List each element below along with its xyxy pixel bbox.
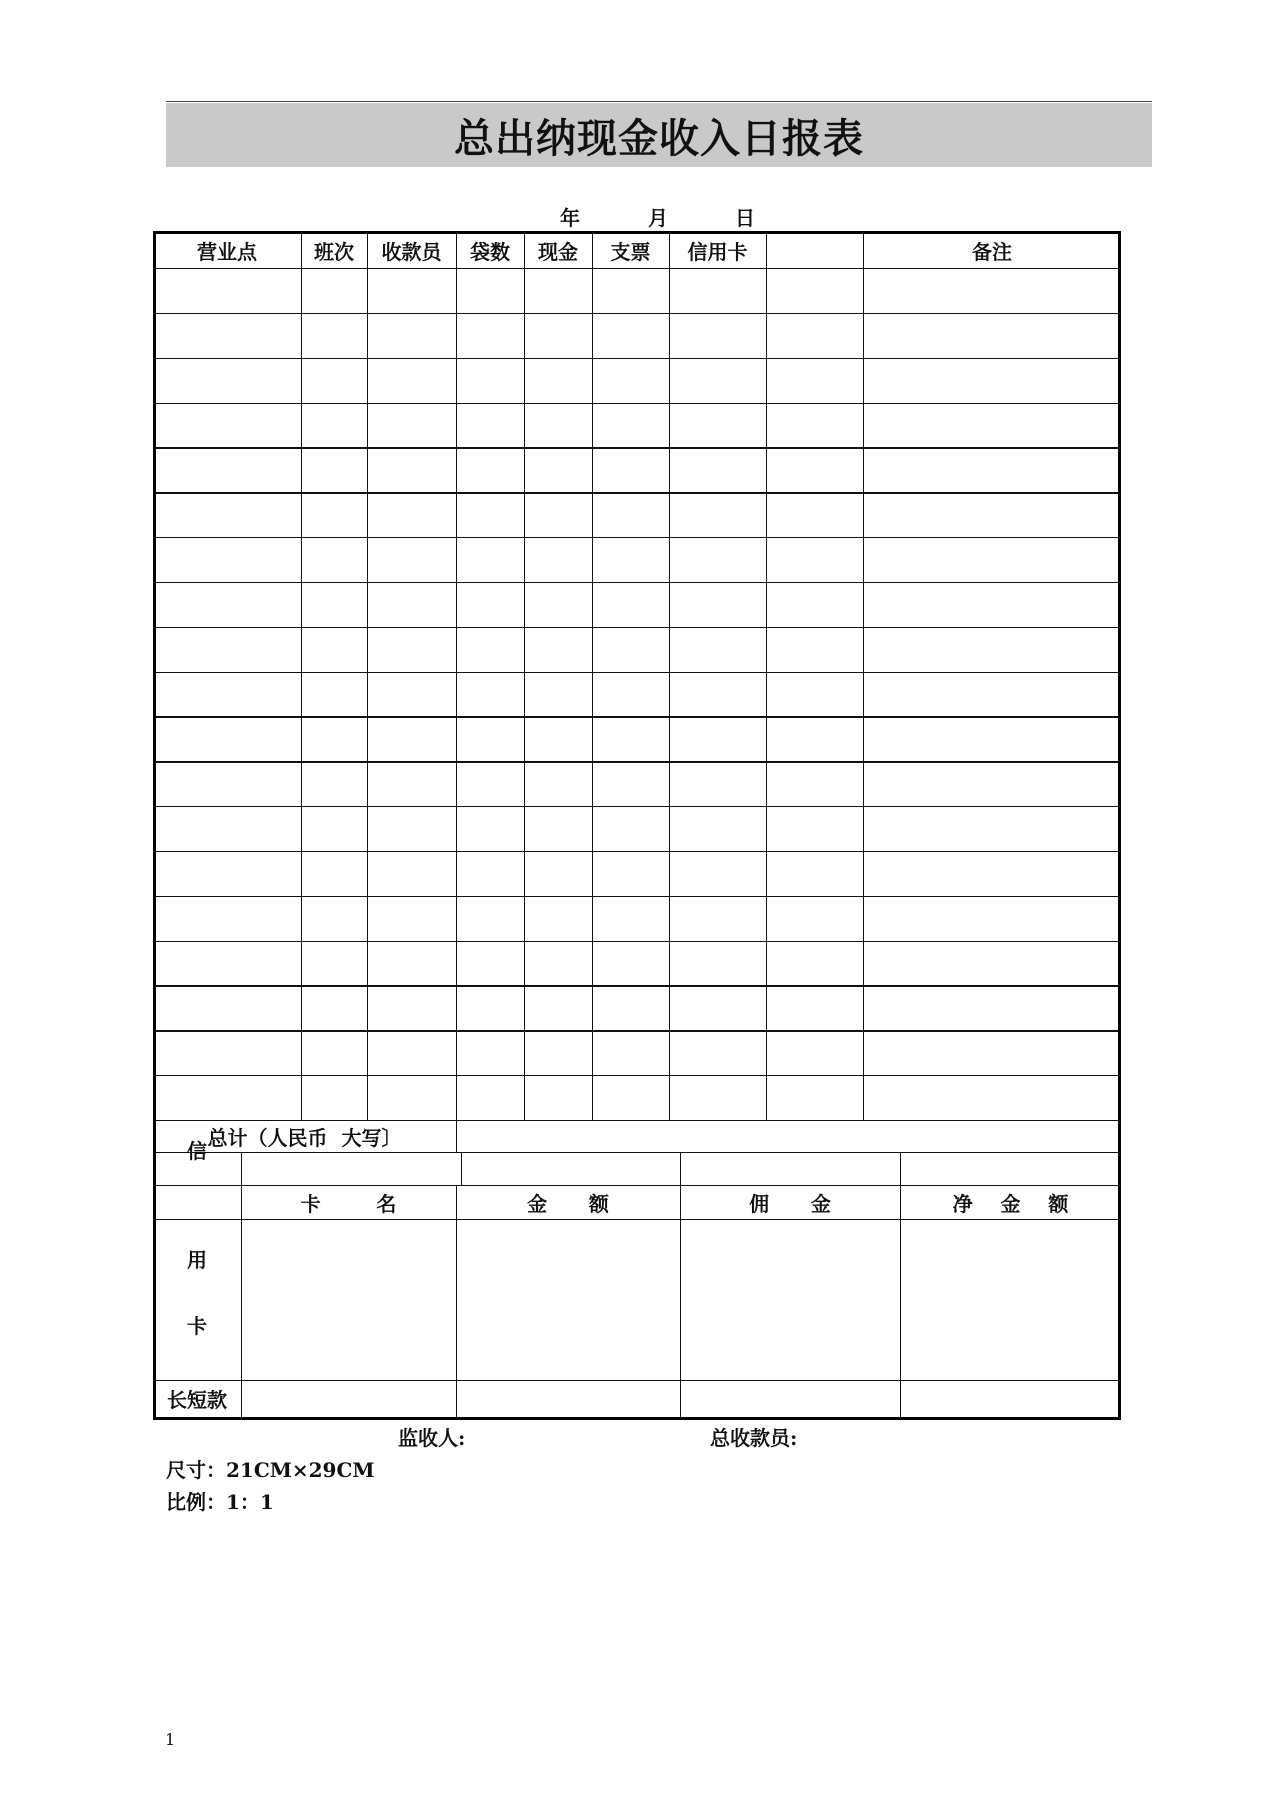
report-table xyxy=(153,231,1121,1420)
table-column-line xyxy=(669,231,670,1120)
table-row-line xyxy=(153,1030,1121,1031)
table-row-line xyxy=(153,313,1121,314)
total-row-bottom-line xyxy=(153,1152,1121,1153)
scale-note: 比例：1：1 xyxy=(166,1490,274,1514)
page-number: 1 xyxy=(165,1730,176,1749)
blank-row-column-line xyxy=(461,1152,462,1185)
credit-column-line xyxy=(900,1185,901,1420)
credit-side-label-2: 用 xyxy=(187,1247,207,1272)
table-column-line xyxy=(863,231,864,1120)
credit-header-bottom-line xyxy=(153,1219,1121,1220)
page-title xyxy=(166,103,1152,167)
table-row-line xyxy=(153,941,1121,942)
date-year-label: 年 xyxy=(560,206,580,230)
size-note: 尺寸：21CM×29CM xyxy=(166,1458,375,1482)
table-row-line xyxy=(153,985,1121,986)
column-header-3: 收款员 xyxy=(381,240,442,264)
table-row-line xyxy=(153,716,1121,717)
column-header-6: 支票 xyxy=(610,240,651,264)
table-column-line xyxy=(766,231,767,1120)
table-row-line xyxy=(153,627,1121,628)
total-label: 总计（人民币 大写〕 xyxy=(207,1125,402,1150)
title-rule xyxy=(166,101,1152,102)
credit-column-line xyxy=(241,1185,242,1420)
credit-side-label-3: 卡 xyxy=(187,1313,207,1338)
credit-header-1: 卡 名 xyxy=(300,1191,397,1216)
credit-header-4: 净 金 额 xyxy=(952,1191,1069,1216)
table-row-line xyxy=(153,492,1121,493)
credit-side-label-1: 信 xyxy=(187,1138,207,1163)
table-row-line xyxy=(153,537,1121,538)
table-column-line xyxy=(367,231,368,1120)
chief-cashier-label: 总收款员: xyxy=(710,1426,798,1450)
table-row-line xyxy=(153,672,1121,673)
column-header-8 xyxy=(766,233,863,268)
date-day-label: 日 xyxy=(735,206,755,230)
table-row-line xyxy=(153,806,1121,807)
table-row-line xyxy=(153,896,1121,897)
column-header-1: 营业点 xyxy=(197,240,257,264)
table-column-line xyxy=(592,231,593,1120)
short-long-label: 长短款 xyxy=(167,1388,227,1412)
column-header-5: 现金 xyxy=(538,240,578,264)
credit-header-3: 佣 金 xyxy=(749,1191,831,1216)
table-row-line xyxy=(153,403,1121,404)
date-month-label: 月 xyxy=(648,206,668,230)
table-row-line xyxy=(153,358,1121,359)
table-row-line xyxy=(153,1075,1121,1076)
column-header-2: 班次 xyxy=(314,240,354,264)
table-row-line xyxy=(153,582,1121,583)
column-header-7: 信用卡 xyxy=(687,240,748,264)
credit-column-line xyxy=(456,1185,457,1420)
column-header-9: 备注 xyxy=(972,240,1012,264)
short-long-top-line xyxy=(153,1380,1121,1381)
blank-row-column-line xyxy=(900,1152,901,1185)
credit-header-2: 金 额 xyxy=(527,1191,609,1216)
total-divider-line xyxy=(456,1120,457,1152)
blank-row-column-line xyxy=(241,1152,242,1185)
table-row-line xyxy=(153,761,1121,762)
inspector-label: 监收人: xyxy=(398,1426,466,1450)
title-text: 总出纳现金收入日报表 xyxy=(454,114,864,162)
header-bottom-line xyxy=(153,268,1121,269)
credit-column-line xyxy=(680,1185,681,1420)
table-row-line xyxy=(153,851,1121,852)
blank-row-column-line xyxy=(680,1152,681,1185)
table-row-line xyxy=(153,447,1121,448)
table-column-line xyxy=(456,231,457,1120)
column-header-4: 袋数 xyxy=(470,240,510,264)
table-column-line xyxy=(301,231,302,1120)
table-column-line xyxy=(524,231,525,1120)
